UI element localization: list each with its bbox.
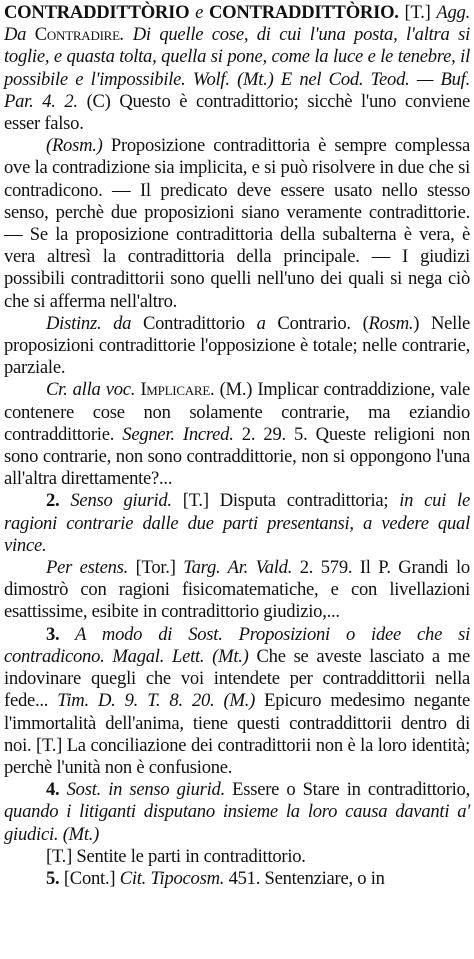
headword: CONTRADDITTÒRIO [4,2,190,23]
dictionary-page [4,2,470,890]
entry-paragraph-4 [4,379,470,490]
extension-label: Per estens. [46,557,129,579]
paragraph-text: ) Nelle proposizioni contradittorie l'opposizione è totale; nelle contrarie, parziale. [4,312,470,379]
sense-number: 3. [46,623,60,645]
headword-variant: CONTRADDITTÒRIO. [208,2,399,23]
paragraph-text: Implicar contraddizione, vale contenere cose non solamente contrarie, ma eziandio contraddittorie. [4,379,470,445]
word-a: a [256,312,266,334]
tag-cont: [Cont.] [59,867,120,889]
citation-segner: Segner. Incred. [122,423,234,445]
tag-t: [T.] [171,490,209,512]
citation-rosm: (Rosm.) [46,135,103,157]
sense-number: 5. [46,867,60,889]
citation-tipocosm: Cit. Tipocosm. [119,867,225,889]
citation: ) E nel Cod. Teod. — Buf. Par. 4. 2. [4,68,470,112]
tag-tor: [Tor.] [128,557,184,579]
part-of-speech: Agg. [436,2,470,23]
citation-m: . (M.) [210,379,253,401]
citation-targ: Targ. Ar. Vald. [183,557,293,579]
citation-abbrev: Mt. [243,68,268,90]
entry-paragraph-5 [4,490,470,557]
paragraph-text-2: Epicuro medesimo negante l'immortalità dell'anima, tiene questi contraddittorii dentro di noi. [T.] La conciliazione dei contradittorii non è la loro identità; perchè l'unità non è confusione. [4,690,470,778]
citation-c: (C) [86,90,111,112]
sense-number: 4. [46,779,60,801]
citation-tim: Tim. D. 9. T. 8. 20. (M.) [57,690,256,712]
paragraph-text: 451. Sentenziare, o in [224,867,385,889]
paragraph-text: Disputa contradittoria; [208,490,400,512]
entry-paragraph-1 [4,2,470,135]
citation-rosm: Rosm. [368,312,414,334]
distinction-label: Distinz. da [46,312,132,334]
paragraph-text: Sentite le parti in contradittorio. [72,845,306,867]
definition: in cui le ragioni contrarie dalle due parti presentansi, a vedere qual vince. [4,490,470,556]
paragraph-text: Proposizione contradittoria è sempre complessa ove la contradizione sia implicita, e si può risolvere in due che si contradicono. — Il predicato deve essere usato nello stesso senso, perchè due proposizioni siano veramente contradittorie. — Se la proposizione contradittoria della subalterna è vera, è vera altresì la contradittoria della principale. — I giudizi possibili contradittorii sono quelli nell'uno dei quali si nega ciò che si afferma nell'altro. [4,135,470,312]
entry-paragraph-2 [4,135,470,313]
sense-label: Senso giurid. [59,490,172,512]
example-text: Questo è contradittorio; sicchè l'uno conviene esser falso. [4,90,470,135]
entry-paragraph-10 [4,868,470,890]
sense-label: A modo di Sost. Proposizioni o idee che si contradicono. Magal. Lett. (Mt.) [4,623,470,667]
etymology-prefix: Da [4,24,35,46]
crossref-label: Cr. alla voc. [46,379,136,401]
definition: . Di quelle cose, di cui l'una posta, l'altra si toglie, e quasta tolta, quella si pone, come la luce e le tenebre, il possibile e l'impossibile. Wolf. ( [4,24,471,90]
word-2: Contrario. ( [265,312,369,334]
entry-paragraph-6 [4,557,470,624]
word-1: Contradittorio [131,312,257,334]
entry-paragraph-7 [4,624,470,779]
paragraph-text: Essere o Stare in contradittorio, [224,779,470,801]
paragraph-text: 2. 579. Il P. Grandi lo dimostrò con ragioni fisicomatematiche, e con livellazioni esattissime, esibite in contradittorio giudizio,... [4,557,470,623]
conjunction: e [189,2,209,23]
entry-paragraph-9 [4,846,470,868]
entry-paragraph-3 [4,313,470,380]
entry-paragraph-8 [4,779,470,846]
sense-number: 2. [46,490,60,512]
paragraph-text: Che se aveste lasciato a me indovinare quegli che voi intendete per contraddittorii nella fede... [4,645,471,712]
tag-t: [T.] [398,2,437,23]
paragraph-text-2: 2. 29. 5. Queste religioni non sono contrarie, non sono contraddittorie, non si oppongono l'una all'altra direttamente?... [4,423,470,490]
sense-label: Sost. in senso giurid. [59,779,225,801]
etymology-source: Contradire [34,24,120,46]
definition: quando i litiganti disputano insieme la loro causa davanti a' giudici. (Mt.) [4,801,470,845]
tag-t: [T.] [46,845,73,867]
crossref-word: Implicare [135,379,211,401]
